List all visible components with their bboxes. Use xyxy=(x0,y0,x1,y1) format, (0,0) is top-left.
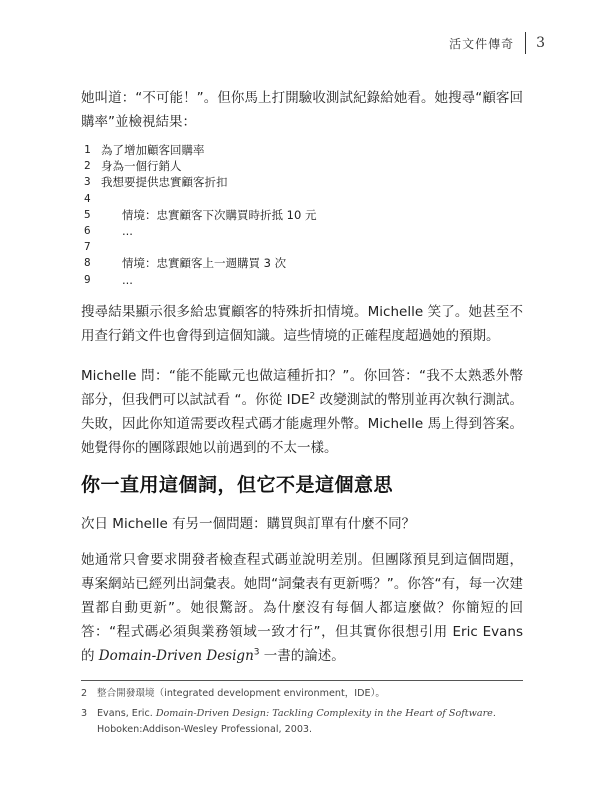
footnote-number: 3 xyxy=(81,708,88,719)
paragraph-5-text xyxy=(81,548,523,668)
code-line xyxy=(84,239,504,255)
book-title: Domain-Driven Design xyxy=(98,648,254,664)
footnote-prefix: Evans, Eric. xyxy=(97,708,156,719)
footnote-suffix: Hoboken:Addison-Wesley Professional, 2003. xyxy=(97,724,313,735)
code-text: 身為一個行銷人 xyxy=(101,159,182,174)
paragraph-3-part2: 改變測試的幣別並再次執行測試。失敗，因此你知道需要改程式碼才能處理外幣。Michelle 馬上得到答案。她覺得你的團隊跟她以前遇到的不太一樣。 xyxy=(81,392,524,456)
paragraph-3-part1: Michelle 問：“能不能歐元也做這種折扣？”。你回答：“我不太熟悉外幣部分，但我們可以試試看 “。你從 IDE xyxy=(81,368,523,408)
paragraph-5 xyxy=(81,548,523,668)
running-header xyxy=(449,32,545,54)
footnote-number: 2 xyxy=(81,688,88,699)
code-text: ... xyxy=(122,223,133,238)
line-number: 6 xyxy=(84,223,91,237)
footnote-ref-3[interactable]: 3 xyxy=(253,647,260,658)
code-line xyxy=(84,223,504,239)
code-listing xyxy=(84,142,504,288)
footnote-book-title: Domain-Driven Design: Tackling Complexity in the Heart of Software. xyxy=(155,708,496,719)
code-text: 我想要提供忠實顧客折扣 xyxy=(101,175,228,190)
paragraph-3-text xyxy=(81,364,523,460)
code-text: 為了增加顧客回購率 xyxy=(101,143,205,157)
code-line xyxy=(84,207,504,223)
footnote-ref-2[interactable]: 2 xyxy=(309,391,316,402)
line-number: 4 xyxy=(84,191,91,205)
line-number: 1 xyxy=(84,143,91,156)
paragraph-2 xyxy=(81,300,523,348)
paragraph-3 xyxy=(81,364,523,460)
line-number: 8 xyxy=(84,256,91,270)
code-line xyxy=(84,142,504,158)
footnote-divider xyxy=(81,680,523,681)
page-number: 3 xyxy=(536,35,545,51)
code-text: 情境：忠實顧客上一週購買 3 次 xyxy=(122,256,287,271)
footnote-text xyxy=(97,706,523,738)
footnote-2 xyxy=(81,686,523,702)
paragraph-5-part1: 她通常只會要求開發者檢查程式碼並說明差別。但團隊預見到這個問題，專案網站已經列出詞彙表。她問“詞彙表有更新嗎？”。你答“有，每一次建置都自動更新”。她很驚訝。為什麼沒有每個人都這麼做？你簡短的回答：“程式碼必須與業務領域一致才行”，但其實你很想引用 Eric Evans 的 xyxy=(81,552,523,664)
line-number: 2 xyxy=(84,159,91,173)
paragraph-4-text: 次日 Michelle 有另一個問題：購買與訂單有什麼不同？ xyxy=(81,516,416,532)
footnote-text: 整合開發環境（integrated development environment，IDE）。 xyxy=(97,688,385,699)
paragraph-5-part2: 一書的論述。 xyxy=(259,648,345,664)
footnote-3 xyxy=(81,706,523,738)
code-text: ... xyxy=(122,272,133,287)
code-line xyxy=(84,191,504,207)
header-divider xyxy=(525,32,526,54)
line-number: 3 xyxy=(84,175,91,189)
paragraph-1-text: 她叫道：“不可能！”。但你馬上打開驗收測試紀錄給她看。她搜尋“顧客回購率”並檢視結果： xyxy=(81,90,523,130)
code-line xyxy=(84,272,504,288)
line-number: 7 xyxy=(84,240,91,254)
code-line xyxy=(84,255,504,271)
code-line xyxy=(84,174,504,190)
section-heading: 你一直用這個詞，但它不是這個意思 xyxy=(81,474,394,496)
paragraph-1 xyxy=(81,86,523,134)
paragraph-2-text: 搜尋結果顯示很多給忠實顧客的特殊折扣情境。Michelle 笑了。她甚至不用查行銷文件也會得到這個知識。這些情境的正確程度超過她的預期。 xyxy=(81,304,523,344)
line-number: 9 xyxy=(84,272,91,286)
code-text: 情境：忠實顧客下次購買時折抵 10 元 xyxy=(122,207,317,222)
paragraph-4 xyxy=(81,512,523,536)
code-line xyxy=(84,158,504,174)
running-title: 活文件傳奇 xyxy=(449,36,515,51)
line-number: 5 xyxy=(84,207,91,221)
